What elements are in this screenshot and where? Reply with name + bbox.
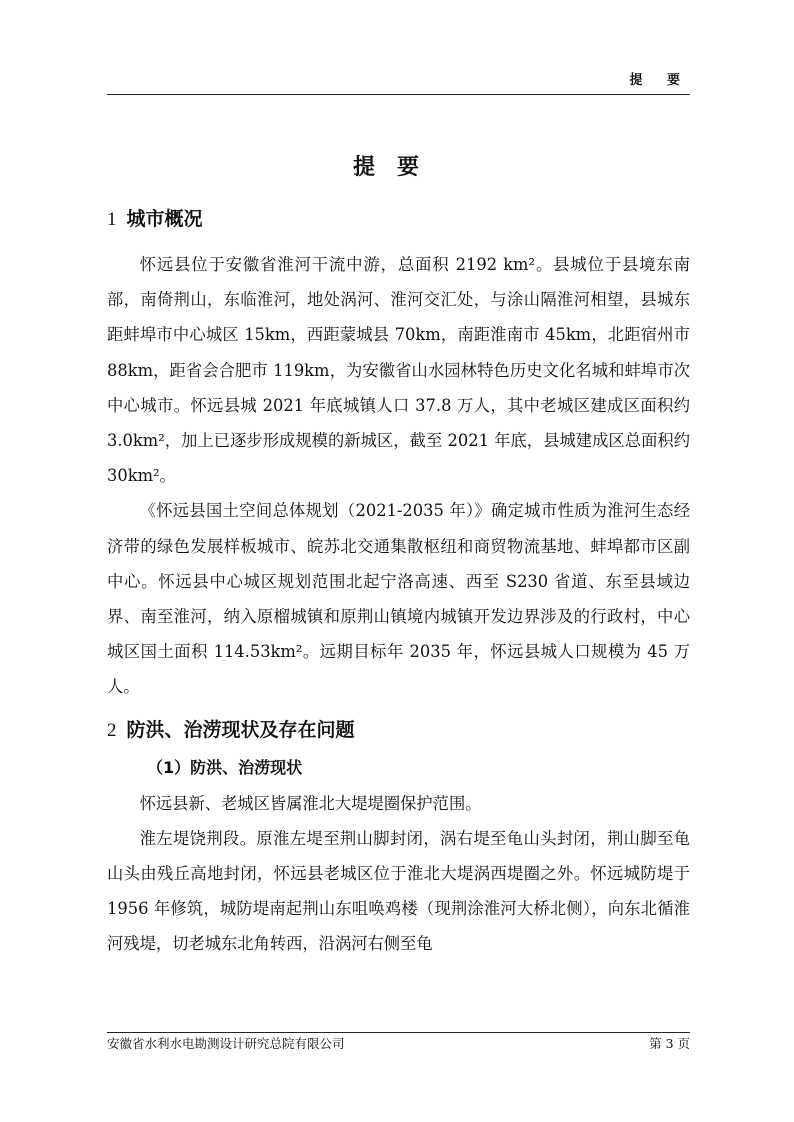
paragraph: 怀远县新、老城区皆属淮北大堤堤圈保护范围。	[139, 793, 482, 813]
section-heading	[107, 200, 690, 239]
section-title: 城市概况	[126, 208, 203, 230]
paragraph: 怀远县位于安徽省淮河干流中游，总面积 2192 km²。县城位于县境东南部，南倚荆山，东临淮河，地处涡河、淮河交汇处，与涂山隔淮河相望，县城东距蚌埠市中心城区 15km，西距蒙城县 70km，南距淮南市 45km，北距宿州市 88km，距省会合肥市 119km，为安徽省山水园林特色历史文化名城和蚌埠市次中心城市。怀远县城 2021 年底城镇人口 37.8 万人，其中老城区建成区面积约 3.0km²，加上已逐步形成规模的新城区，截至 2021 年底，县城建成区总面积约 30km²。	[107, 255, 690, 486]
section-heading	[107, 711, 690, 750]
section-title: 防洪、治涝现状及存在问题	[126, 718, 355, 741]
section-number: 2	[107, 719, 117, 741]
footer-organization: 安徽省水利水电勘测设计研究总院有限公司	[107, 1036, 345, 1051]
paragraph: 淮左堤饶荆段。原淮左堤至荆山脚封闭，涡右堤至龟山头封闭，荆山脚至龟山头由残丘高地封闭，怀远县老城区位于淮北大堤涡西堤圈之外。怀远城防堤于 1956 年修筑，城防堤南起荆山东咀唤鸡楼（现荆涂淮河大桥北侧），向东北循淮河残堤，切老城东北角转西，沿涡河右侧至龟	[107, 828, 690, 954]
section-number: 1	[107, 209, 117, 230]
paragraph: 《怀远县国土空间总体规划（2021-2035 年）》确定城市性质为淮河生态经济带的绿色发展样板城市、皖苏北交通集散枢纽和商贸物流基地、蚌埠都市区副中心。怀远县中心城区规划范围北起宁洛高速、西至 S230 省道、东至县域边界、南至淮河，纳入原榴城镇和原荆山镇境内城镇开发边界涉及的行政村，中心城区国土面积 114.53km²。远期目标年 2035 年，怀远县城人口规模为 45 万人。	[107, 501, 690, 697]
document-body	[107, 200, 690, 962]
running-header	[107, 70, 690, 95]
page-number: 第 3 页	[649, 1036, 690, 1051]
running-footer	[107, 1032, 690, 1053]
running-header-title: 提 要	[629, 73, 690, 88]
page-title: 提要	[352, 154, 441, 180]
subsection-heading: （1）防洪、治涝现状	[147, 757, 303, 777]
